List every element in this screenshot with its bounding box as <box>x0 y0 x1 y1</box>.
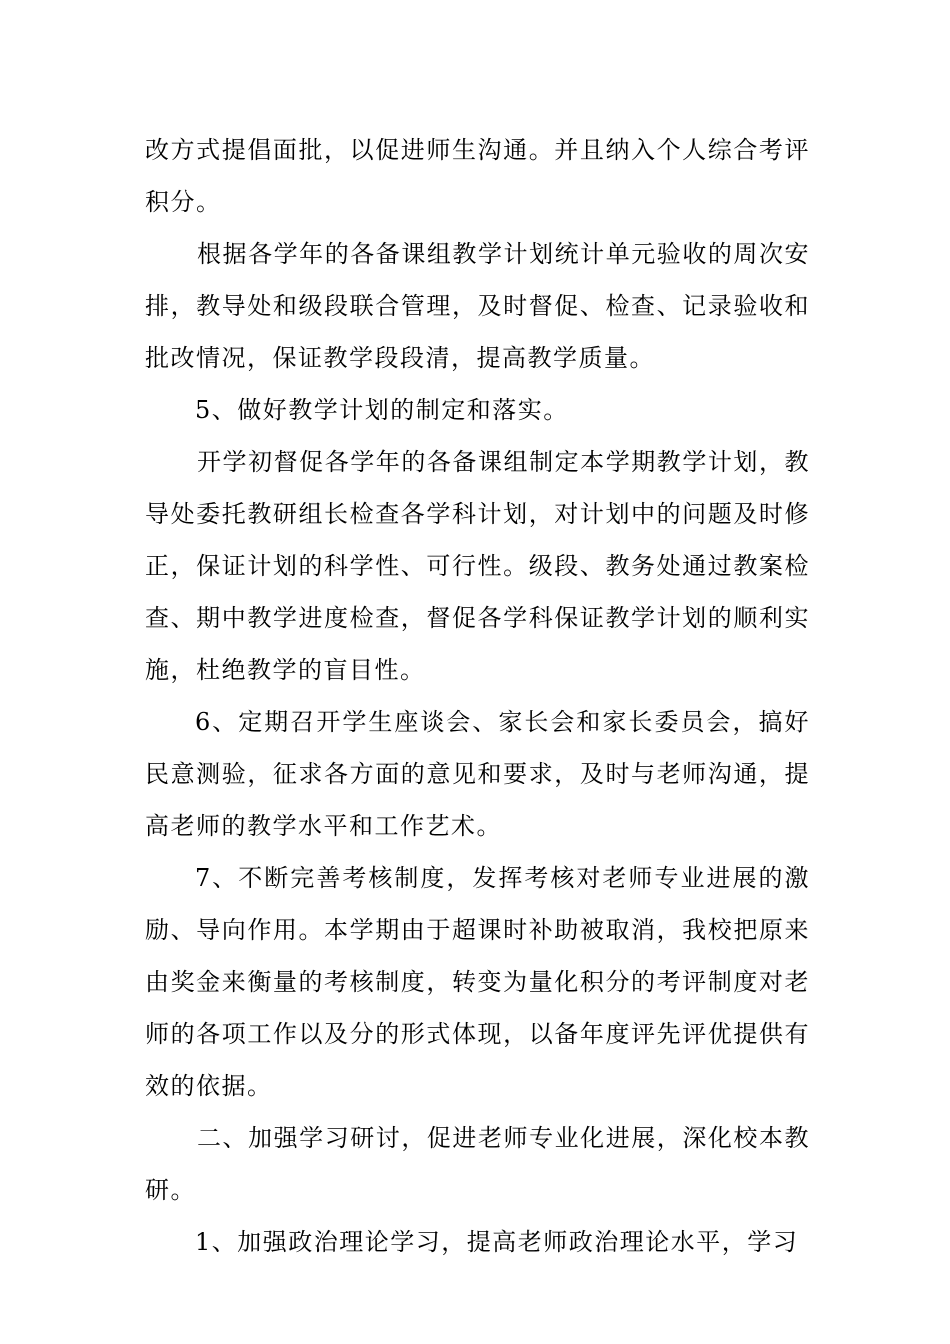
paragraph-item-6: 6、定期召开学生座谈会、家长会和家长委员会，搞好民意测验，征求各方面的意见和要求，及时与老师沟通，提高老师的教学水平和工作艺术。 <box>145 708 810 840</box>
heading-item-5: 5、做好教学计划的制定和落实。 <box>195 396 569 424</box>
paragraph-item-7: 7、不断完善考核制度，发挥考核对老师专业进展的激励、导向作用。本学期由于超课时补助被取消，我校把原来由奖金来衡量的考核制度，转变为量化积分的考评制度对老师的各项工作以及分的形式体现，以备年度评先评优提供有效的依据。 <box>145 864 810 1100</box>
paragraph-unit-acceptance: 根据各学年的各备课组教学计划统计单元验收的周次安排，教导处和级段联合管理，及时督促、检查、记录验收和批改情况，保证教学段段清，提高教学质量。 <box>145 240 810 372</box>
paragraph-item-1: 1、加强政治理论学习，提高老师政治理论水平，学习 <box>195 1228 799 1256</box>
document-body <box>145 124 810 1268</box>
section-heading-two: 二、加强学习研讨，促进老师专业化进展，深化校本教研。 <box>145 1124 810 1204</box>
paragraph-teaching-plan: 开学初督促各学年的各备课组制定本学期教学计划，教导处委托教研组长检查各学科计划，对计划中的问题及时修正，保证计划的科学性、可行性。级段、教务处通过教案检查、期中教学进度检查，督促各学科保证教学计划的顺利实施，杜绝教学的盲目性。 <box>145 448 810 684</box>
paragraph-continuation: 改方式提倡面批，以促进师生沟通。并且纳入个人综合考评积分。 <box>145 136 810 216</box>
